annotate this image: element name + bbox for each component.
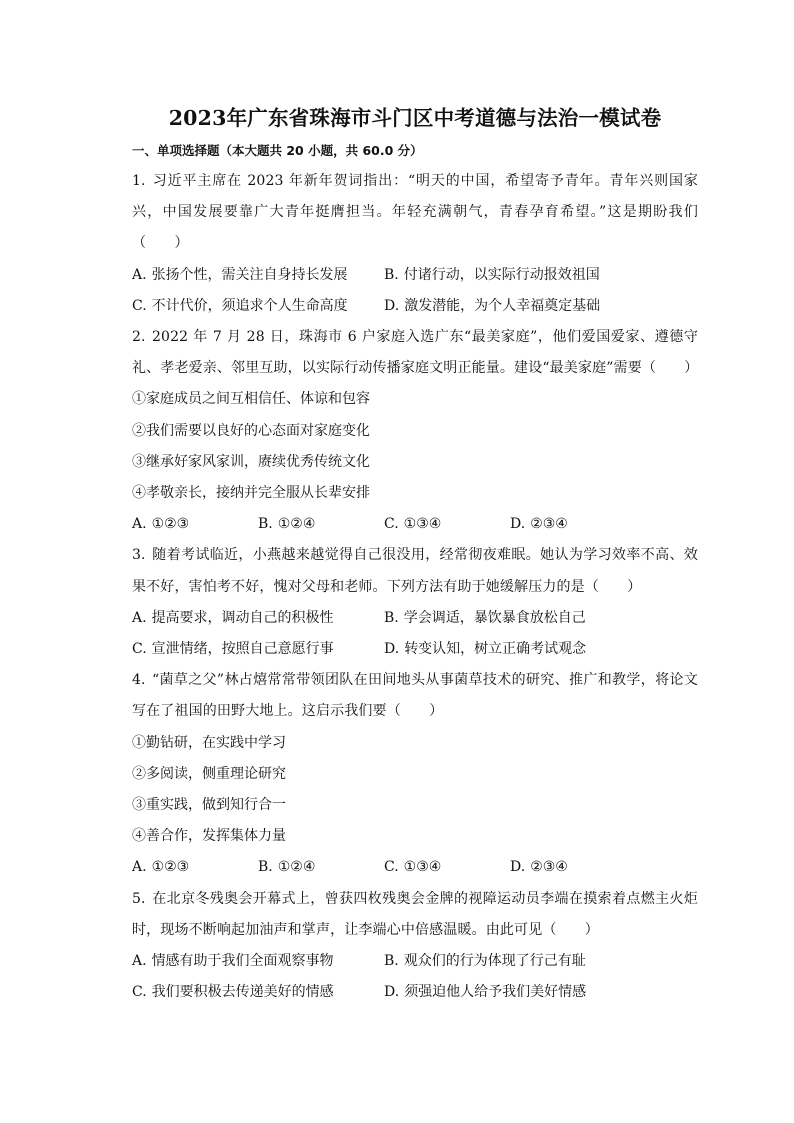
option-a — [132, 946, 384, 977]
options-row — [132, 852, 698, 883]
option-text: 宣泄情绪，按照自己意愿行事 — [151, 641, 334, 658]
section-heading: 一、单项选择题（本大题共 20 小题，共 60.0 分） — [132, 143, 423, 158]
option-text: 不计代价，须追求个人生命高度 — [151, 297, 348, 314]
statement-1: ①家庭成员之间互相信任、体谅和包容 — [132, 391, 370, 408]
option-text: 转变认知，树立正确考试观念 — [404, 641, 587, 658]
option-letter: B. — [258, 859, 273, 876]
option-text: ①②④ — [277, 516, 316, 533]
option-c — [384, 509, 510, 540]
option-d — [384, 634, 636, 665]
option-text: 须强迫他人给予我们美好情感 — [404, 984, 587, 1001]
statement-4: ④孝敬亲长，接纳并完全服从长辈安排 — [132, 485, 370, 502]
option-text: 情感有助于我们全面观察事物 — [151, 953, 334, 970]
option-letter: D. — [510, 859, 526, 876]
question-number: 2. — [132, 329, 146, 346]
option-b — [384, 260, 636, 291]
statement-4: ④善合作，发挥集体力量 — [132, 828, 286, 845]
option-letter: C. — [384, 859, 399, 876]
question-stem — [132, 884, 698, 946]
statement-2: ②我们需要以良好的心态面对家庭变化 — [132, 422, 370, 439]
option-b — [258, 509, 384, 540]
option-a — [132, 603, 384, 634]
options-row — [132, 946, 698, 977]
question-number: 1. — [132, 173, 146, 189]
option-letter: A. — [132, 609, 147, 626]
question-number: 4. — [132, 672, 146, 689]
option-a — [132, 260, 384, 291]
option-b — [384, 603, 636, 634]
question-stem — [132, 166, 698, 260]
option-c — [132, 977, 384, 1008]
question-4 — [132, 665, 698, 883]
option-c — [132, 634, 384, 665]
question-stem — [132, 540, 698, 602]
option-letter: A. — [132, 859, 147, 876]
option-letter: D. — [384, 984, 400, 1001]
question-text: 在北京冬残奥会开幕式上，曾获四枚残奥会金牌的视障运动员李端在摸索着点燃主火炬时，现场不断响起加油声和掌声，让李端心中倍感温暖。由此可见（ ） — [132, 890, 698, 938]
statement-2: ②多阅读，侧重理论研究 — [132, 765, 286, 782]
option-text: 观众们的行为体现了行己有耻 — [403, 953, 586, 970]
option-text: 我们要积极去传递美好的情感 — [151, 984, 334, 1001]
option-a — [132, 852, 258, 883]
option-letter: D. — [510, 516, 526, 533]
question-1 — [132, 166, 698, 322]
exam-title: 2023年广东省珠海市斗门区中考道德与法治一模试卷 — [168, 106, 662, 130]
options-row — [132, 291, 698, 322]
option-text: ①③④ — [403, 516, 442, 533]
option-b — [258, 852, 384, 883]
option-letter: A. — [132, 266, 147, 283]
option-d — [510, 852, 636, 883]
question-stem — [132, 322, 698, 384]
option-a — [132, 509, 258, 540]
option-b — [384, 946, 636, 977]
options-row — [132, 509, 698, 540]
statement-3: ③继承好家风家训，赓续优秀传统文化 — [132, 453, 370, 470]
statement-3: ③重实践，做到知行合一 — [132, 797, 286, 814]
option-letter: B. — [384, 609, 399, 626]
option-c — [384, 852, 510, 883]
option-letter: A. — [132, 953, 147, 970]
question-5 — [132, 884, 698, 1009]
option-letter: B. — [384, 953, 399, 970]
question-number: 5. — [132, 890, 146, 907]
question-2 — [132, 322, 698, 540]
question-text: 习近平主席在 2023 年新年贺词指出：“明天的中国，希望寄予青年。青年兴则国家兴，中国发展要靠广大青年挺膺担当。年轻充满朝气，青春孕育希望。”这是期盼我们（ ） — [132, 173, 698, 252]
question-number: 3. — [132, 547, 146, 564]
options-row — [132, 260, 698, 291]
question-text: 随着考试临近，小燕越来越觉得自己很没用，经常彻夜难眠。她认为学习效率不高、效果不好，害怕考不好，愧对父母和老师。下列方法有助于她缓解压力的是（ ） — [132, 547, 698, 595]
option-text: ①②④ — [277, 859, 316, 876]
option-text: 提高要求，调动自己的积极性 — [151, 609, 334, 626]
question-3 — [132, 540, 698, 665]
question-text: 2022 年 7 月 28 日，珠海市 6 户家庭入选广东“最美家庭”，他们爱国爱家、遵德守礼、孝老爱亲、邻里互助，以实际行动传播家庭文明正能量。建设“最美家庭”需要（ ） — [132, 329, 699, 377]
option-d — [510, 509, 636, 540]
options-row — [132, 634, 698, 665]
option-d — [384, 291, 636, 322]
question-stem — [132, 665, 698, 727]
option-letter: B. — [258, 516, 273, 533]
option-text: ②③④ — [530, 859, 568, 876]
option-text: 张扬个性，需关注自身持长发展 — [151, 266, 348, 283]
statement-1: ①勤钻研，在实践中学习 — [132, 734, 286, 751]
option-text: ①③④ — [403, 859, 442, 876]
options-row — [132, 603, 698, 634]
option-text: 激发潜能，为个人幸福奠定基础 — [404, 297, 601, 314]
question-text: “菌草之父”林占熺常常带领团队在田间地头从事菌草技术的研究、推广和教学，将论文写在了祖国的田野大地上。这启示我们要（ ） — [132, 672, 698, 720]
option-text: 学会调适，暴饮暴食放松自己 — [403, 609, 586, 626]
option-letter: C. — [384, 516, 399, 533]
option-letter: D. — [384, 297, 400, 314]
option-text: ①②③ — [151, 859, 190, 876]
option-c — [132, 291, 384, 322]
option-letter: C. — [132, 984, 147, 1001]
option-letter: A. — [132, 516, 147, 533]
option-letter: D. — [384, 641, 400, 658]
option-d — [384, 977, 636, 1008]
option-text: ①②③ — [151, 516, 190, 533]
option-text: ②③④ — [530, 516, 568, 533]
options-row — [132, 977, 698, 1008]
option-letter: C. — [132, 641, 147, 658]
option-letter: C. — [132, 297, 147, 314]
option-text: 付诸行动，以实际行动报效祖国 — [403, 266, 600, 283]
option-letter: B. — [384, 266, 399, 283]
